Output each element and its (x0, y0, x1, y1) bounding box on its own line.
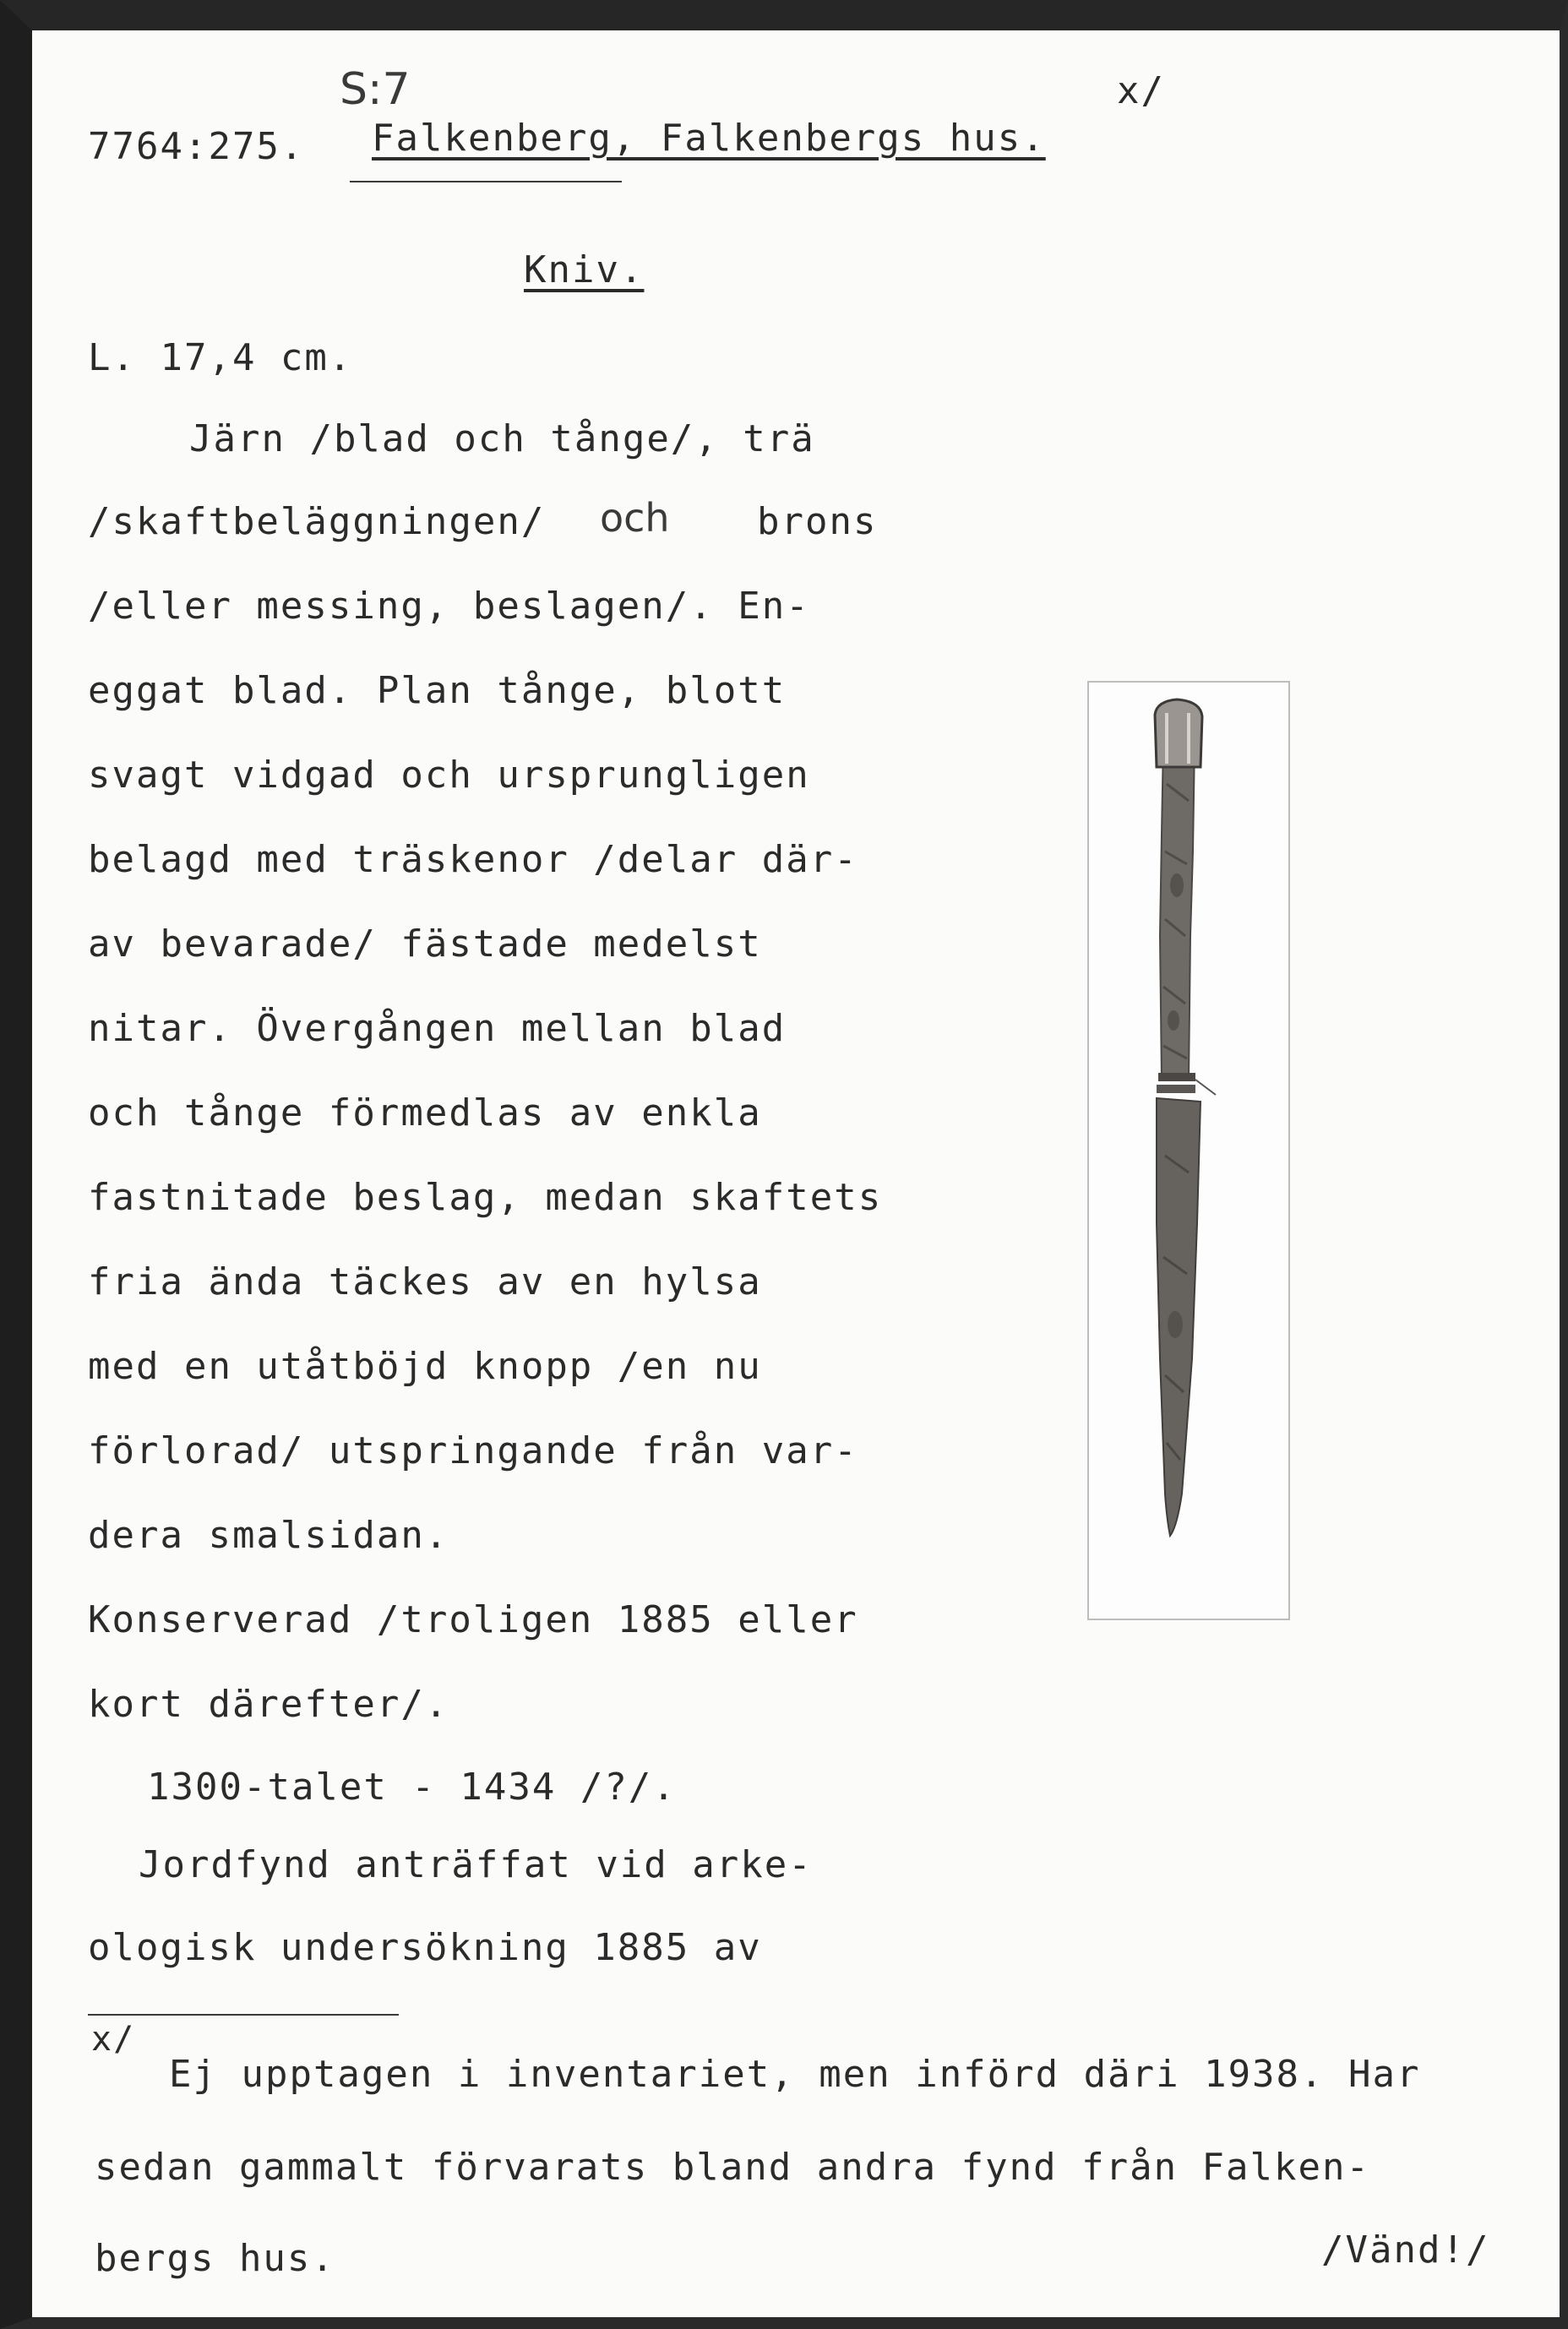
catalogue-number: 7764:275. (88, 125, 305, 168)
description-line: med en utåtböjd knopp /en nu (88, 1345, 762, 1388)
footnote-line: bergs hus. (95, 2237, 335, 2280)
description-line: förlorad/ utspringande från var- (88, 1429, 858, 1472)
description-line: Jordfynd anträffat vid arke- (139, 1843, 813, 1886)
knife-photo (1087, 681, 1290, 1620)
footnote-marker: x/ (91, 2020, 136, 2059)
object-length: L. 17,4 cm. (88, 336, 353, 379)
description-line: kort därefter/. (88, 1683, 449, 1726)
description-line: nitar. Övergången mellan blad (88, 1007, 787, 1050)
description-line: Järn /blad och tånge/, trä (189, 417, 815, 460)
description-line: fria ända täckes av en hylsa (88, 1260, 762, 1303)
knife-icon (1089, 683, 1288, 1619)
turn-over-note: /Vänd!/ (1321, 2228, 1490, 2272)
description-line: och tånge förmedlas av enkla (88, 1091, 762, 1135)
description-line: eggat blad. Plan tånge, blott (88, 669, 787, 712)
find-location: Falkenberg, Falkenbergs hus. (372, 117, 1046, 160)
description-line: /skaftbeläggningen/ (88, 500, 546, 543)
description-line: av bevarade/ fästade medelst (88, 922, 762, 966)
description-line: svagt vidgad och ursprungligen (88, 754, 810, 797)
description-line: ologisk undersökning 1885 av (88, 1926, 762, 1969)
object-title: Kniv. (524, 248, 645, 291)
handwritten-code: S:7 (340, 64, 411, 115)
description-line: /eller messing, beslagen/. En- (88, 585, 810, 628)
description-line: belagd med träskenor /delar där- (88, 838, 858, 881)
footnote-reference: x/ (1117, 69, 1165, 112)
footnote-line: Ej upptagen i inventariet, men införd däri 1938. Har (169, 2053, 1421, 2096)
footnote-separator (88, 2014, 399, 2016)
header-underline (350, 181, 622, 182)
description-line: dera smalsidan. (88, 1514, 449, 1557)
dating-line: 1300-talet - 1434 /?/. (147, 1766, 677, 1809)
description-line: fastnitade beslag, medan skaftets (88, 1176, 883, 1219)
description-line: Konserverad /troligen 1885 eller (88, 1598, 858, 1641)
handwritten-insert: och (600, 495, 670, 541)
footnote-line: sedan gammalt förvarats bland andra fynd från Falken- (95, 2146, 1370, 2189)
description-line: brons (757, 500, 878, 543)
